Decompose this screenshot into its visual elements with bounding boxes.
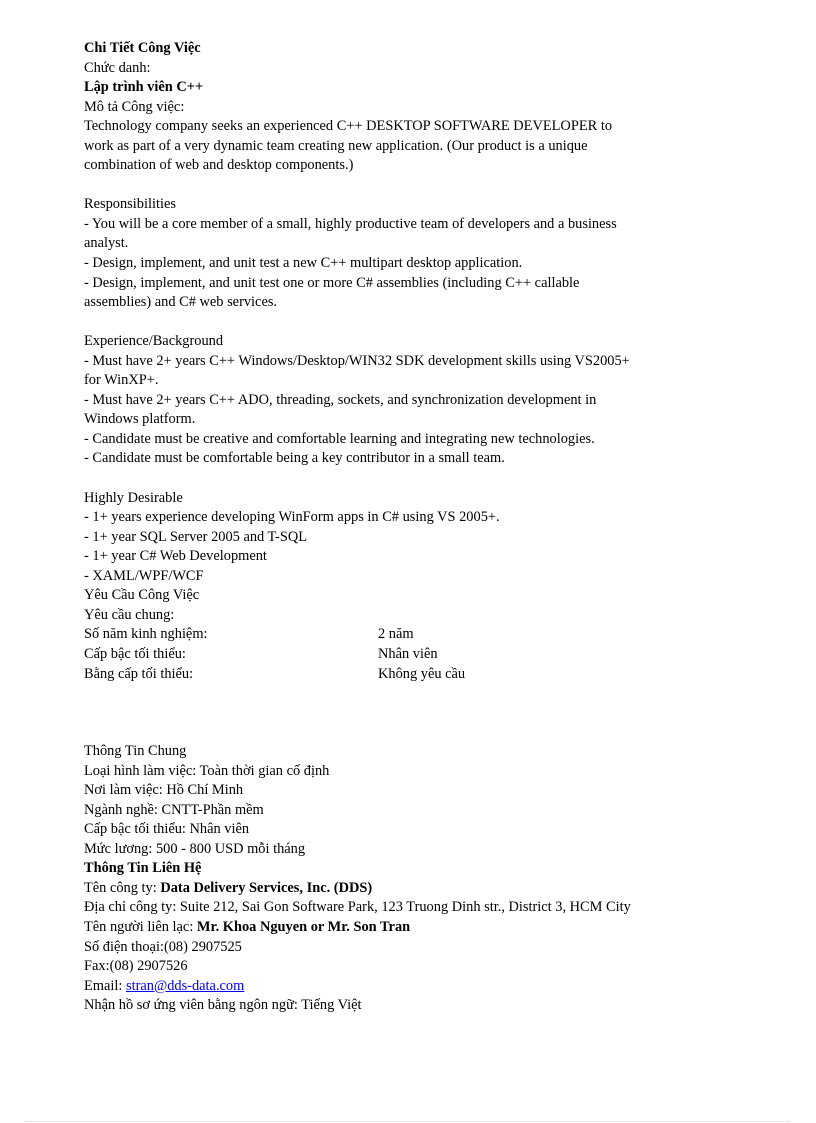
- experience-line: - Must have 2+ years C++ Windows/Desktop/WIN32 SDK development skills using VS2005+: [84, 352, 630, 369]
- responsibility-line: - Design, implement, and unit test one or more C# assemblies (including C++ callable: [84, 274, 580, 291]
- general-info-line: Loại hình làm việc: Toàn thời gian cố định: [84, 762, 330, 779]
- spacer: [84, 313, 724, 333]
- spacer: [84, 469, 724, 489]
- requirements-heading: Yêu Cầu Công Việc: [84, 587, 200, 604]
- desirable-heading: Highly Desirable: [84, 489, 183, 506]
- responsibility-line: analyst.: [84, 235, 129, 252]
- spacer: [84, 684, 724, 742]
- phone-line: Số điện thoại:(08) 2907525: [84, 938, 242, 955]
- general-info-line: Cấp bậc tối thiểu: Nhân viên: [84, 821, 250, 838]
- company-label: Tên công ty:: [84, 879, 161, 896]
- description-line: Technology company seeks an experienced C++ DESKTOP SOFTWARE DEVELOPER to: [84, 118, 613, 135]
- responsibility-line: - Design, implement, and unit test a new C++ multipart desktop application.: [84, 255, 523, 272]
- requirement-value: Nhân viên: [378, 645, 438, 662]
- responsibility-line: assemblies) and C# web services.: [84, 294, 278, 311]
- contact-person-name: Mr. Khoa Nguyen or Mr. Son Tran: [196, 918, 411, 935]
- general-info-line: Nơi làm việc: Hồ Chí Minh: [84, 782, 244, 799]
- job-details-heading: Chi Tiết Công Việc: [84, 40, 201, 56]
- desirable-line: - 1+ years experience developing WinForm apps in C# using VS 2005+.: [84, 509, 500, 526]
- email-line: [84, 977, 724, 997]
- requirement-row: [84, 665, 724, 685]
- job-description-label: Mô tả Công việc:: [84, 98, 185, 115]
- responsibilities-heading: Responsibilities: [84, 196, 176, 213]
- desirable-line: - XAML/WPF/WCF: [84, 567, 204, 584]
- experience-line: for WinXP+.: [84, 372, 159, 389]
- requirement-key: Bằng cấp tối thiểu:: [84, 665, 194, 682]
- experience-line: - Must have 2+ years C++ ADO, threading, sockets, and synchronization development in: [84, 391, 597, 408]
- responsibility-line: - You will be a core member of a small, highly productive team of developers and a business: [84, 215, 617, 232]
- requirement-value: 2 năm: [378, 626, 414, 643]
- requirement-value: Không yêu cầu: [378, 665, 466, 682]
- general-info-line: Mức lương: 500 - 800 USD mỗi tháng: [84, 840, 306, 857]
- email-label: Email:: [84, 977, 126, 994]
- desirable-line: - 1+ year C# Web Development: [84, 548, 267, 565]
- contact-heading: Thông Tin Liên Hệ: [84, 860, 202, 877]
- description-line: combination of web and desktop components.): [84, 157, 354, 174]
- company-address: Địa chỉ công ty: Suite 212, Sai Gon Software Park, 123 Truong Dinh str., District 3, HCM City: [84, 899, 631, 916]
- description-line: work as part of a very dynamic team creating new application. (Our product is a unique: [84, 137, 588, 154]
- requirements-general-label: Yêu cầu chung:: [84, 606, 175, 623]
- fax-line: Fax:(08) 2907526: [84, 958, 188, 975]
- resume-language-line: Nhận hồ sơ ứng viên bằng ngôn ngữ: Tiếng Việt: [84, 997, 362, 1014]
- experience-line: - Candidate must be creative and comfortable learning and integrating new technologies.: [84, 430, 595, 447]
- contact-person-label: Tên người liên lạc:: [84, 918, 197, 935]
- requirement-row: [84, 645, 724, 665]
- experience-line: - Candidate must be comfortable being a key contributor in a small team.: [84, 450, 505, 467]
- general-info-heading: Thông Tin Chung: [84, 743, 187, 760]
- requirement-key: Số năm kinh nghiệm:: [84, 626, 208, 643]
- company-line: [84, 879, 724, 899]
- job-title-label: Chức danh:: [84, 59, 151, 76]
- page-bottom-divider: [26, 1121, 790, 1122]
- spacer: [84, 176, 724, 196]
- experience-heading: Experience/Background: [84, 333, 224, 350]
- requirement-key: Cấp bậc tối thiểu:: [84, 645, 186, 662]
- requirement-row: [84, 625, 724, 645]
- desirable-line: - 1+ year SQL Server 2005 and T-SQL: [84, 528, 308, 545]
- document-page: [84, 39, 724, 1016]
- experience-line: Windows platform.: [84, 411, 196, 428]
- email-link[interactable]: stran@dds-data.com: [125, 977, 245, 994]
- general-info-line: Ngành nghề: CNTT-Phần mềm: [84, 801, 264, 818]
- company-name: Data Delivery Services, Inc. (DDS): [160, 879, 373, 896]
- job-title-value: Lập trình viên C++: [84, 79, 204, 96]
- contact-person-line: [84, 918, 724, 938]
